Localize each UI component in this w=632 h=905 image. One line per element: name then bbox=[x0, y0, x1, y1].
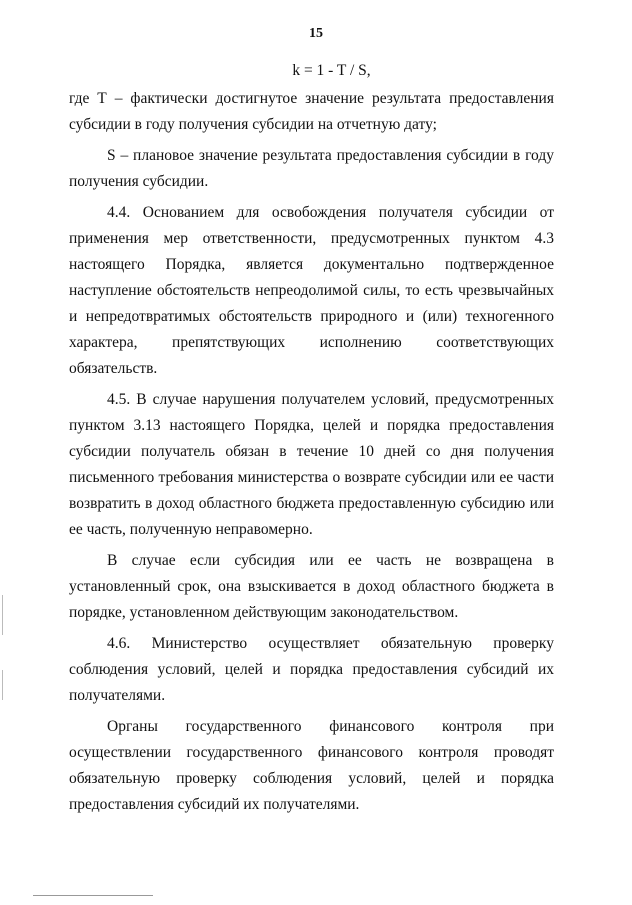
bottom-rule bbox=[33, 895, 153, 896]
paragraph-financial-control: Органы государственного финансового контроля при осуществлении государственного финансового контроля проводят обязательную проверку соблюдения условий, целей и порядка предоставления субсидий их получателями. bbox=[69, 718, 554, 813]
page-number: 15 bbox=[309, 26, 323, 41]
scan-edge-mark bbox=[2, 595, 3, 635]
paragraph-4-5-refund: В случае если субсидия или ее часть не возвращена в установленный срок, она взыскивается в доход областного бюджета в порядке, установленном действующим законодательством. bbox=[69, 552, 554, 621]
document-body bbox=[69, 58, 554, 818]
paragraph-4-6: 4.6. Министерство осуществляет обязательную проверку соблюдения условий, целей и порядка предоставления субсидий их получателями. bbox=[69, 635, 554, 704]
paragraph-4-4: 4.4. Основанием для освобождения получателя субсидии от применения мер ответственности, предусмотренных пунктом 4.3 настоящего Порядка, является документально подтвержденное наступление обстоятельств непреодолимой силы, то есть чрезвычайных и непредотвратимых обстоятельств природного и (или) техногенного характера, препятствующих исполнению соответствующих обязательств. bbox=[69, 204, 554, 377]
paragraph-4-5: 4.5. В случае нарушения получателем условий, предусмотренных пунктом 3.13 настоящего Порядка, целей и порядка предоставления субсидии получатель обязан в течение 10 дней со дня получения письменного требования министерства о возврате субсидии или ее части возвратить в доход областного бюджета предоставленную субсидию или ее часть, полученную неправомерно. bbox=[69, 391, 554, 538]
paragraph-definition-t: где Т – фактически достигнутое значение результата предоставления субсидии в году получения субсидии на отчетную дату; bbox=[69, 90, 554, 133]
formula: k = 1 - T / S, bbox=[292, 62, 371, 79]
paragraph-definition-s: S – плановое значение результата предоставления субсидии в году получения субсидии. bbox=[69, 147, 554, 190]
scan-edge-mark bbox=[2, 670, 3, 700]
